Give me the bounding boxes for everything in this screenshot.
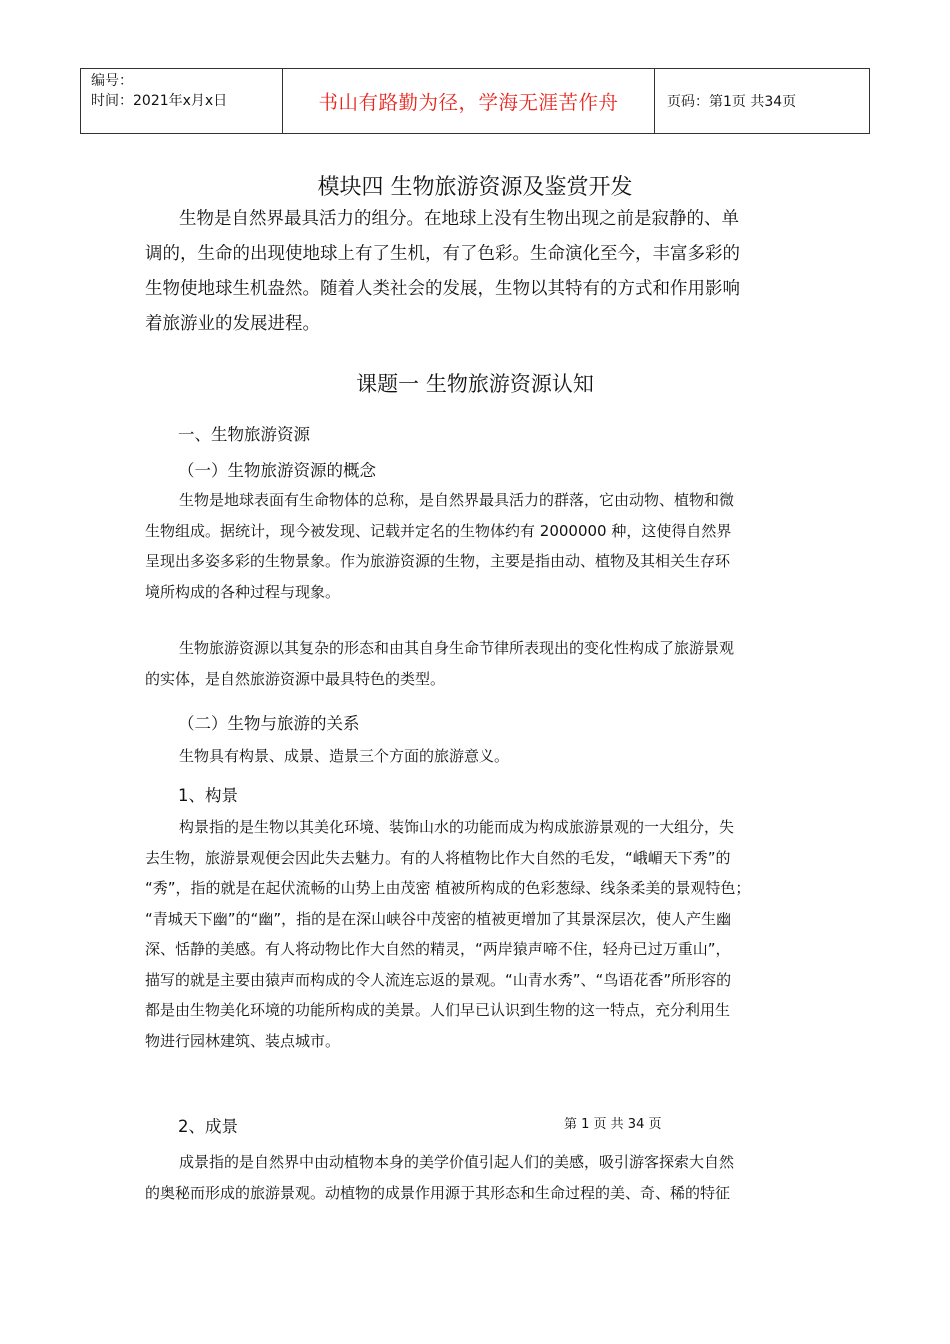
page-info: 页码：第1页 共34页: [667, 94, 797, 110]
intro-line: 生物是自然界最具活力的组分。在地球上没有生物出现之前是寂静的、单: [179, 209, 739, 229]
intro-paragraph: [145, 202, 805, 342]
text-line: 都是由生物美化环境的功能所构成的美景。人们早已认识到生物的这一特点，充分利用生: [145, 1001, 731, 1019]
text-line: 的奥秘而形成的旅游景观。动植物的成景作用源于其形态和生命过程的美、奇、稀的特征: [145, 1183, 731, 1202]
text-line: 成景指的是自然界中由动植物本身的美学价值引起人们的美感，吸引游客探索大自然: [179, 1153, 735, 1171]
text-line: 生物具有构景、成景、造景三个方面的旅游意义。: [179, 747, 510, 765]
point-heading: 1、构景: [178, 786, 238, 805]
lesson-title: 课题一 生物旅游资源认知: [356, 372, 594, 396]
intro-line: 调的，生命的出现使地球上有了生机，有了色彩。生命演化至今，丰富多彩的: [145, 244, 740, 264]
motto-text: 书山有路勤为径，学海无涯苦作舟: [318, 91, 619, 114]
scenery-paragraph: [145, 812, 805, 1056]
text-line: 生物组成。据统计，现今被发现、记载并定名的生物体约有 2000000 种，这使得自然界: [145, 521, 732, 540]
text-line: “青城天下幽”的“幽”，指的是在深山峡谷中茂密的植被更增加了其景深层次，使人产生幽: [145, 909, 732, 928]
header-page-cell: [655, 69, 869, 133]
text-line: 物进行园林建筑、装点城市。: [145, 1031, 341, 1050]
concept-paragraph: [145, 485, 805, 607]
section-heading: 一、生物旅游资源: [178, 425, 310, 444]
text-line: 的实体，是自然旅游资源中最具特色的类型。: [145, 669, 446, 688]
characteristic-paragraph: [145, 633, 805, 694]
header-motto-cell: [283, 69, 655, 133]
header-table: [80, 68, 870, 134]
text-line: 深、恬静的美感。有人将动物比作大自然的精灵，“两岸猿声啼不住，轻舟已过万重山”，: [145, 940, 731, 958]
text-line: 构景指的是生物以其美化环境、装饰山水的功能而成为构成旅游景观的一大组分，失: [179, 818, 735, 836]
module-title: 模块四 生物旅游资源及鉴赏开发: [317, 175, 633, 200]
intro-line: 着旅游业的发展进程。: [145, 314, 320, 334]
text-line: 描写的就是主要由猿声而构成的令人流连忘返的景观。“山青水秀”、“鸟语花香”所形容的: [145, 970, 732, 989]
text-line: “秀”，指的就是在起伏流畅的山势上由茂密 植被所构成的色彩葱绿、线条柔美的景观特色；: [145, 879, 751, 897]
text-line: 呈现出多姿多彩的生物景象。作为旅游资源的生物，主要是指由动、植物及其相关生存环: [145, 552, 731, 570]
header-left-cell: [81, 69, 283, 133]
text-line: 去生物，旅游景观便会因此失去魅力。有的人将植物比作大自然的毛发，“峨嵋天下秀”的: [145, 848, 731, 867]
text-line: 境所构成的各种过程与现象。: [145, 582, 341, 601]
subsection-heading: （二）生物与旅游的关系: [178, 714, 360, 733]
text-line: 生物旅游资源以其复杂的形态和由其自身生命节律所表现出的变化性构成了旅游景观: [179, 639, 735, 657]
subsection-heading: （一）生物旅游资源的概念: [178, 461, 376, 480]
intro-line: 生物使地球生机盎然。随着人类社会的发展，生物以其特有的方式和作用影响: [145, 279, 740, 299]
page-footer: 第 1 页 共 34 页: [564, 1117, 662, 1132]
date-label: 时间：2021年x月x日: [91, 93, 228, 109]
point-heading: 2、成景: [178, 1117, 238, 1136]
landscape-paragraph: [145, 1147, 805, 1208]
number-label: 编号：: [91, 73, 133, 89]
relation-paragraph: [145, 741, 805, 772]
text-line: 生物是地球表面有生命物体的总称，是自然界最具活力的群落，它由动物、植物和微: [179, 491, 735, 509]
